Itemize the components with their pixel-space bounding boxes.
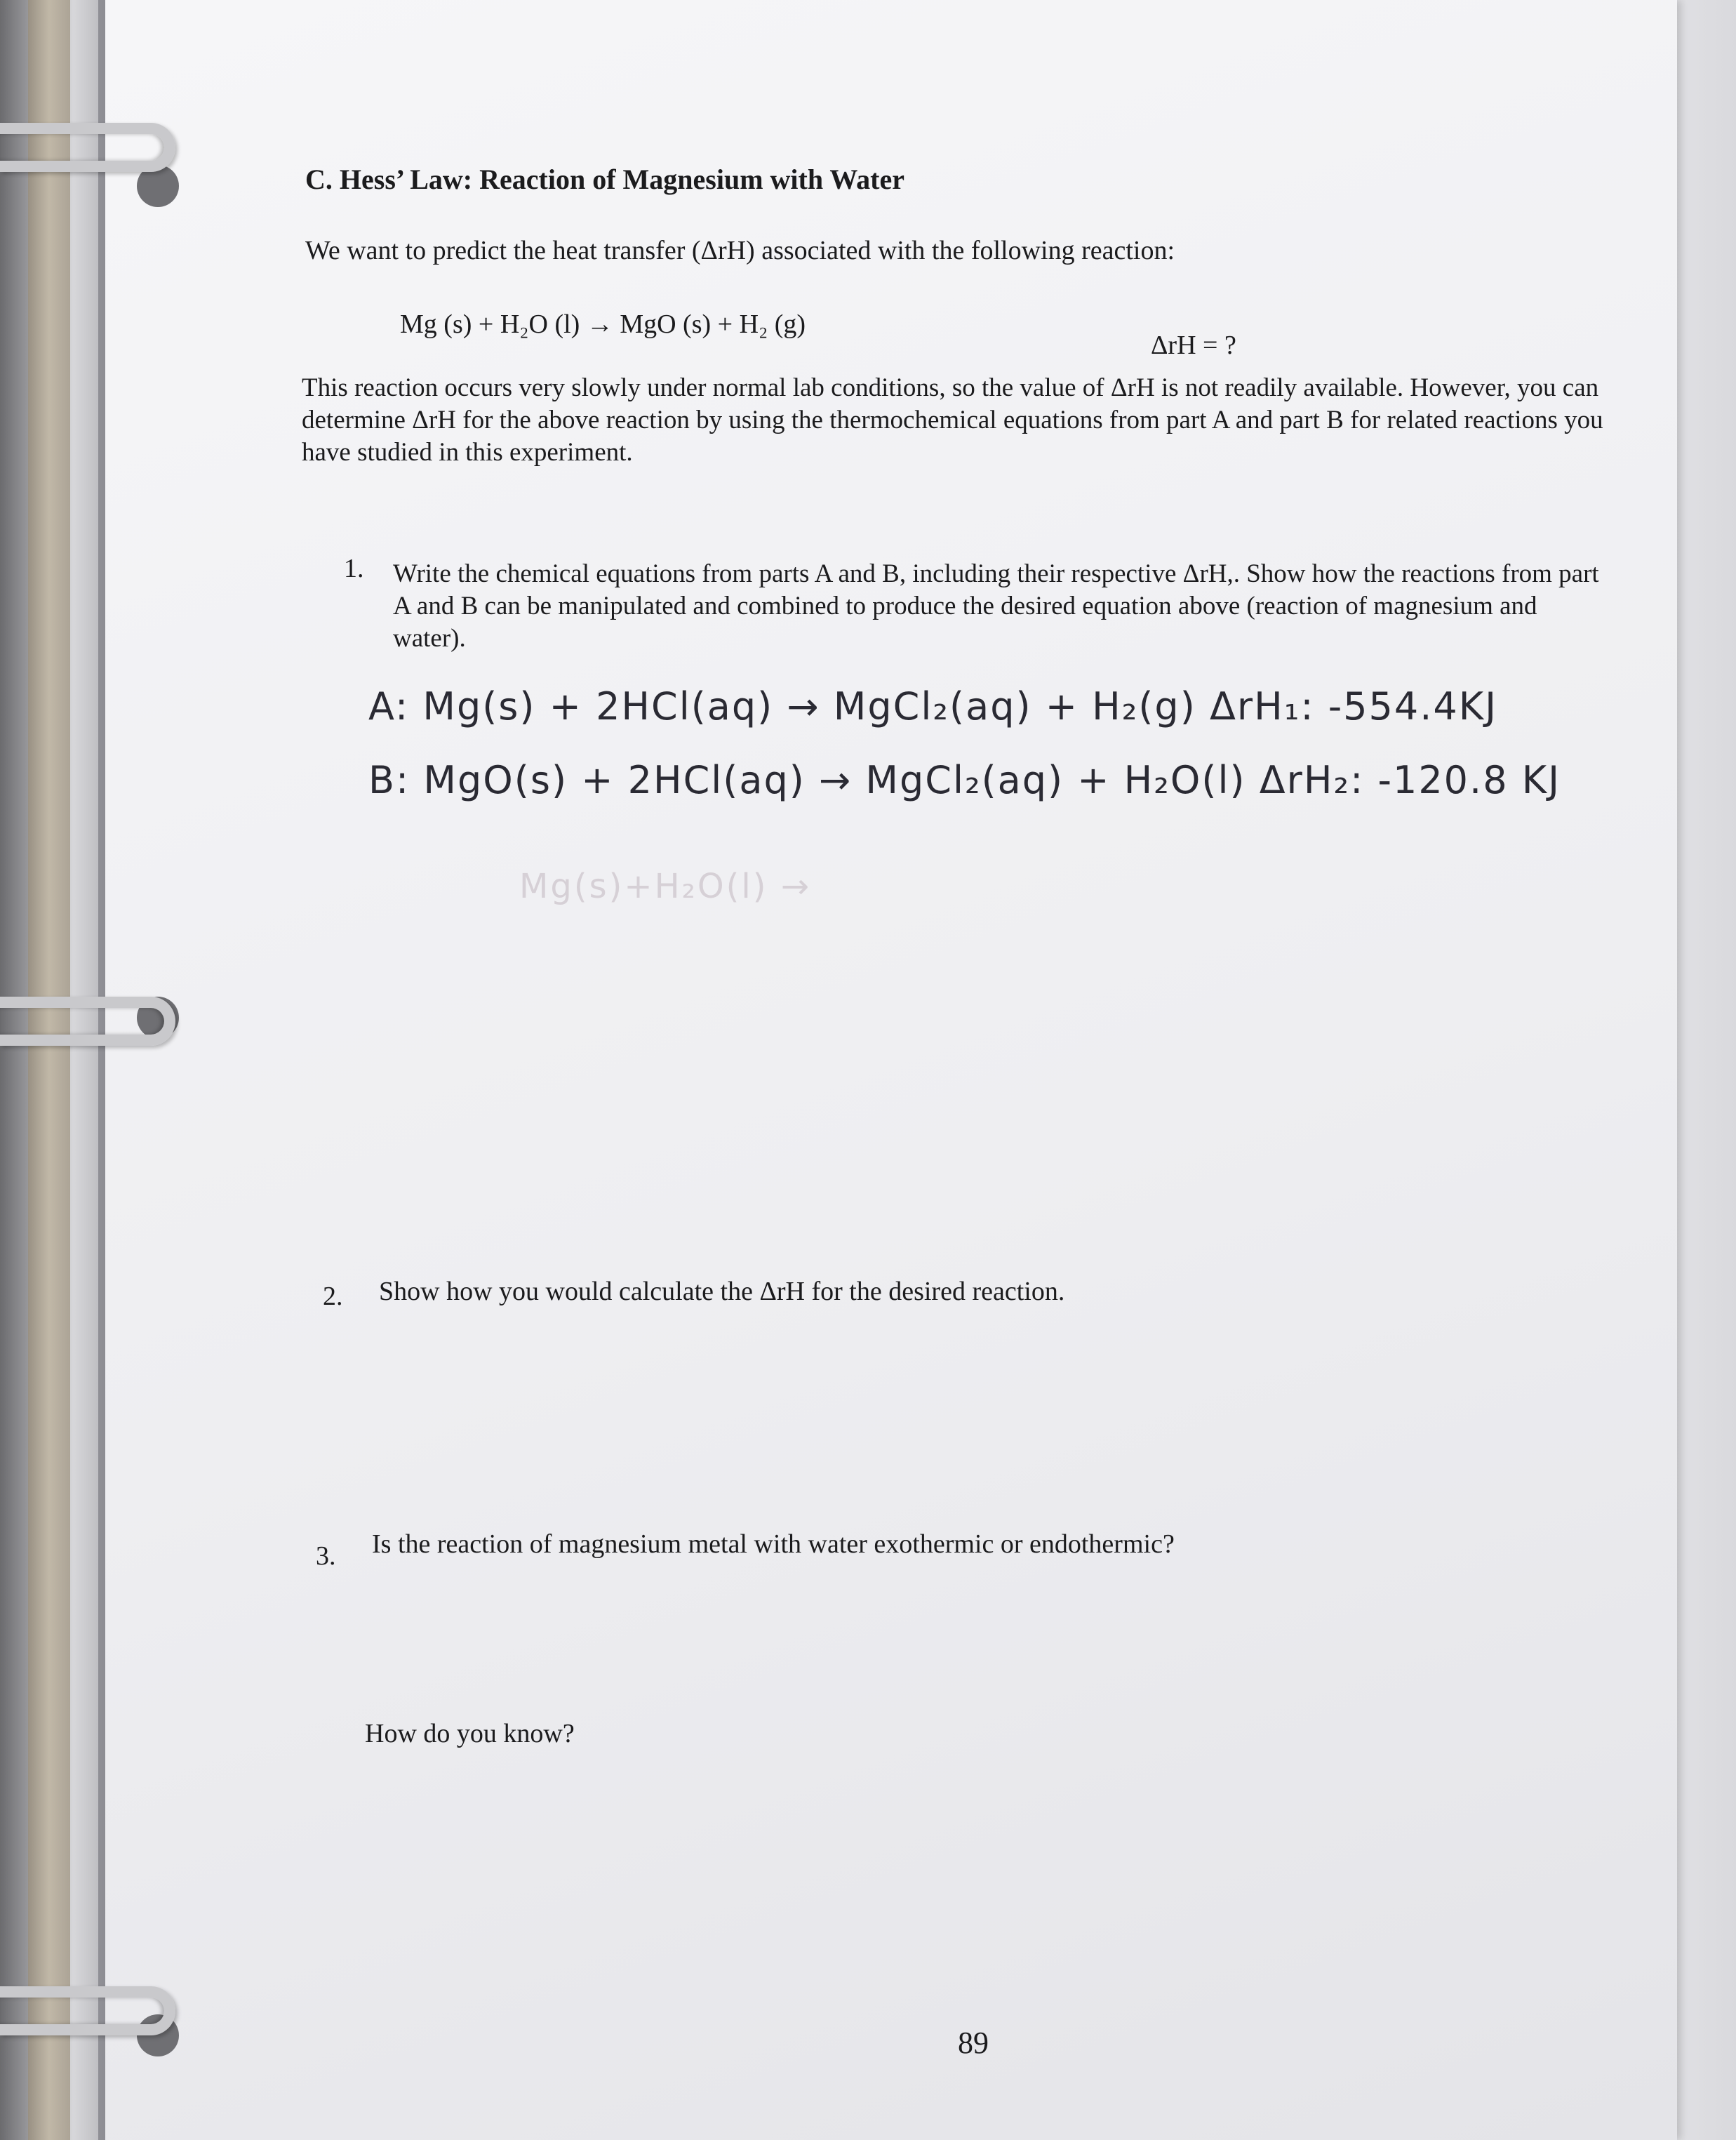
follow-up-question: How do you know? <box>365 1719 575 1748</box>
handwritten-equation-b: B: MgO(s) + 2HCl(aq) → MgCl₂(aq) + H₂O(l) ΔrH₂: -120.8 KJ <box>368 758 1561 802</box>
reaction-equation: Mg (s) + H₂O (l) → MgO (s) + H₂ (g) <box>400 310 806 339</box>
question-1-number: 1. <box>344 554 364 583</box>
binder-spine <box>28 0 70 2140</box>
binder-ring-bottom <box>0 1986 175 2035</box>
page-number: 89 <box>958 2026 989 2060</box>
binder-ring-top <box>0 123 175 172</box>
intro-text: We want to predict the heat transfer (ΔrH) associated with the following reaction: <box>305 236 1175 265</box>
reaction-delta-h: ΔrH = ? <box>1151 331 1236 360</box>
question-2-number: 2. <box>323 1282 343 1311</box>
question-2-text: Show how you would calculate the ΔrH for the desired reaction. <box>379 1277 1065 1306</box>
handwritten-equation-a: A: Mg(s) + 2HCl(aq) → MgCl₂(aq) + H₂(g) ΔrH₁: -554.4KJ <box>368 684 1498 729</box>
question-3-number: 3. <box>316 1541 336 1571</box>
explanation-paragraph: This reaction occurs very slowly under normal lab conditions, so the value of ΔrH is not readily available. However, you can determine ΔrH for the above reaction by using the thermochemical equations from part A and part B for related reactions you have studied in this experiment. <box>302 373 1603 467</box>
question-1-text: Write the chemical equations from parts A and B, including their respective ΔrH,. Show how the reactions from part A and B can be manipulated and combined to produce the desired equation above (reaction of magnesium and water). <box>393 559 1599 653</box>
worksheet-page <box>105 0 1677 2140</box>
section-title: C. Hess’ Law: Reaction of Magnesium with Water <box>305 164 904 195</box>
question-3-text: Is the reaction of magnesium metal with water exothermic or endothermic? <box>372 1529 1175 1559</box>
erased-handwriting: Mg(s)+H₂O(l) → <box>519 867 811 906</box>
binder-ring-middle <box>0 997 175 1046</box>
